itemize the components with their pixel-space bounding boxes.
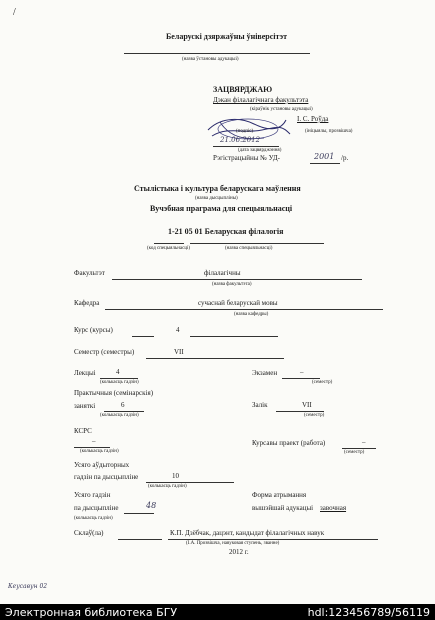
- form-label-line2: вышэйшай адукацыі: [252, 504, 314, 512]
- department-label: Кафедра: [74, 299, 100, 307]
- university-caption: (назва ўстановы адукацыі): [182, 57, 239, 62]
- lectures-value: 4: [116, 368, 120, 376]
- form-label-line1: Форма атрымання: [252, 491, 307, 499]
- course-label: Курс (курсы): [74, 326, 113, 334]
- dean-caption: (кіраўнік установы адукацыі): [250, 107, 313, 112]
- auditory-caption: (колькасць гадзін): [148, 484, 187, 489]
- top-mark: /: [13, 7, 16, 18]
- registration-label: Рэгістрацыйны № УД-: [213, 154, 280, 162]
- approve-heading: ЗАЦВЯРДЖАЮ: [213, 85, 273, 94]
- discipline-name: Стылістыка і культура беларускага маўлення: [134, 184, 301, 193]
- coursework-value: –: [362, 438, 366, 446]
- total-label-line1: Усяго гадзін: [74, 491, 111, 499]
- university-name: Беларускі дзяржаўны ўніверсітэт: [166, 32, 288, 41]
- author-label: Склаў(ла): [74, 529, 104, 537]
- ksrs-label: КСРС: [74, 427, 92, 435]
- name-caption: (ініцыялы, прозвішча): [305, 129, 353, 134]
- exam-label: Экзамен: [252, 369, 278, 377]
- lectures-label: Лекцыі: [74, 369, 96, 377]
- form-value: завочная: [320, 504, 347, 512]
- faculty-caption: (назва факультэта): [212, 282, 252, 287]
- dean-title: Дэкан філалагічнага факультэта: [213, 96, 309, 104]
- auditory-label-line2: гадзін па дысцыпліне: [74, 473, 139, 481]
- lectures-caption: (колькасць гадзін): [100, 380, 139, 385]
- exam-caption: (семестр): [312, 380, 333, 385]
- practical-value: 6: [121, 401, 125, 409]
- discipline-caption: (назва дысцыпліны): [195, 196, 238, 201]
- credit-value: VII: [302, 401, 312, 409]
- specialty-code-caption: (код спецыяльнасці): [147, 246, 191, 251]
- department-value: сучаснай беларускай мовы: [198, 299, 278, 307]
- specialty-name-caption: (назва спецыяльнасці): [225, 246, 273, 251]
- practical-label-line1: Практычныя (семінарскія): [74, 389, 154, 397]
- footer-library-name: Электронная библиотека БГУ: [5, 606, 178, 619]
- registration-suffix: /р.: [341, 154, 349, 162]
- credit-caption: (семестр): [304, 413, 325, 418]
- footer-bar: [0, 604, 435, 620]
- program-title: Вучэбная праграма для спецыяльнасці: [150, 204, 293, 213]
- practical-caption: (колькасць гадзін): [100, 413, 139, 418]
- ksrs-value: –: [92, 437, 96, 445]
- total-caption: (колькасць гадзін): [74, 516, 113, 521]
- faculty-value: філалагічны: [204, 269, 241, 277]
- corner-note: Кеусавун 02: [8, 583, 48, 590]
- registration-number: 2001: [314, 152, 335, 161]
- total-value: 48: [146, 501, 157, 510]
- auditory-label-line1: Усяго аўдыторных: [74, 461, 130, 469]
- date-caption: (дата зацвярджэння): [238, 148, 282, 153]
- sign-caption: (подпіс): [236, 129, 254, 134]
- ksrs-caption: (колькасць гадзін): [80, 449, 119, 454]
- credit-label: Залік: [252, 401, 268, 409]
- author-caption: (І.А. Прозвішча, навуковая ступень, званне): [186, 541, 280, 546]
- approval-date: 21.06.2012: [220, 136, 261, 144]
- total-label-line2: па дысцыпліне: [74, 504, 119, 512]
- specialty: 1-21 05 01 Беларуская філалогія: [168, 227, 284, 236]
- department-caption: (назва кафедры): [234, 312, 269, 317]
- coursework-label: Курсавы праект (работа): [252, 439, 326, 447]
- faculty-label: Факультэт: [74, 269, 105, 277]
- author-value: К.П. Дзёбчак, дацэнт, кандыдат філалагічных навук: [170, 529, 325, 537]
- coursework-caption: (семестр): [344, 450, 365, 455]
- semester-value: VII: [174, 348, 184, 356]
- auditory-value: 10: [172, 472, 179, 480]
- dean-name: І. С. Роўда: [297, 115, 329, 123]
- semester-label: Семестр (семестры): [74, 348, 135, 356]
- practical-label-line2: заняткі: [74, 402, 96, 410]
- year: 2012 г.: [229, 548, 249, 556]
- course-value: 4: [176, 326, 180, 334]
- footer-handle: hdl:123456789/56119: [307, 606, 430, 619]
- exam-value: –: [300, 368, 304, 376]
